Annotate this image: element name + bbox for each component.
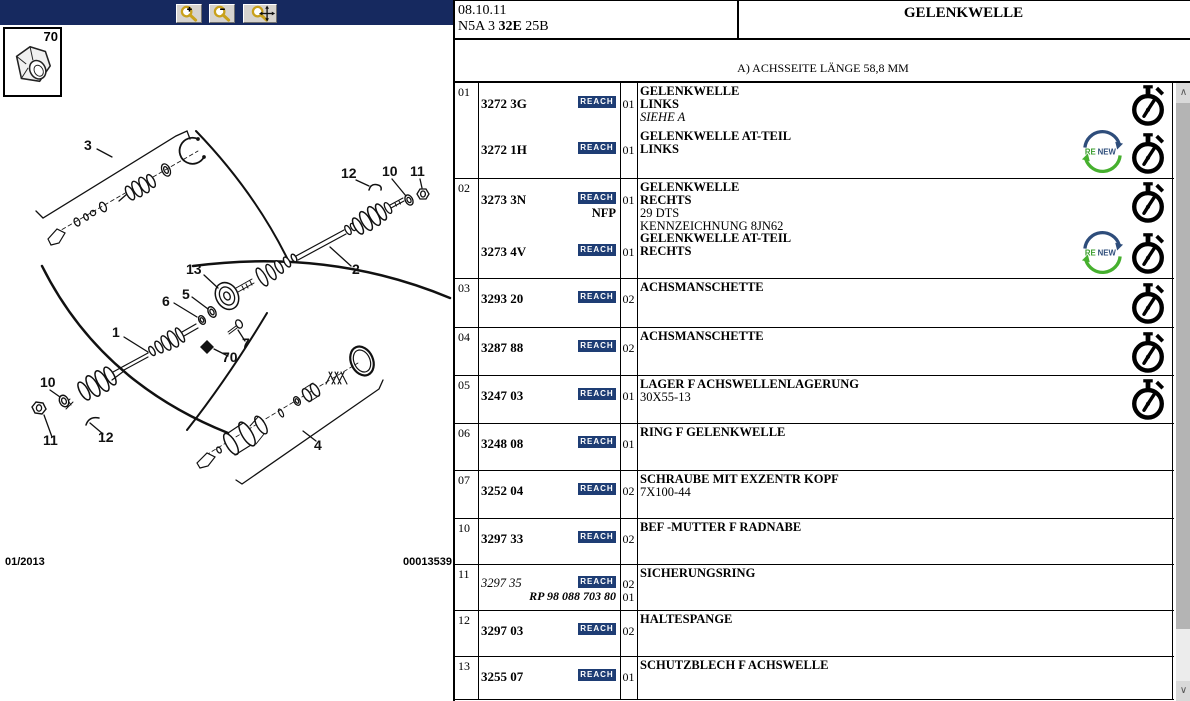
- item-number: 02: [458, 181, 470, 195]
- inner-joint-kit-3: [48, 138, 205, 245]
- zoom-out-icon: [210, 5, 234, 22]
- part-number: 3247 03: [481, 388, 524, 403]
- column-divider: [637, 83, 638, 700]
- callout-2: 2: [352, 261, 360, 277]
- item-number: 07: [458, 473, 470, 487]
- quantity: 02: [622, 341, 635, 355]
- page-title: GELENKWELLE: [903, 5, 1024, 21]
- part-number: 3273 4V: [481, 244, 527, 259]
- table-right-border: [1172, 83, 1173, 700]
- callout-13: 13: [186, 261, 202, 277]
- pan-button[interactable]: [243, 4, 277, 23]
- labor-time-icon[interactable]: [1129, 233, 1167, 275]
- quantity: 02: [622, 292, 635, 306]
- part-number: 3273 3N: [481, 192, 527, 207]
- renew-icon: [1080, 129, 1125, 174]
- part-description: SCHRAUBE MIT EXZENTR KOPF 7X100-44: [640, 472, 839, 499]
- drive-shaft-right: [211, 179, 429, 314]
- quantity: 01: [622, 97, 635, 111]
- table-row: [455, 279, 1174, 328]
- callout-11: 11: [410, 163, 425, 179]
- reach-badge[interactable]: REACH: [578, 531, 616, 543]
- part-description: ACHSMANSCHETTE: [640, 329, 764, 343]
- item-number: 11: [458, 567, 470, 581]
- callout-1: 1: [112, 324, 120, 340]
- quantity: 01: [622, 389, 635, 403]
- item-number: 10: [458, 521, 470, 535]
- nfp-flag: NFP: [591, 206, 616, 220]
- table-row: [455, 424, 1174, 471]
- item-number: 04: [458, 330, 470, 344]
- labor-time-icon[interactable]: [1129, 332, 1167, 374]
- reach-badge[interactable]: REACH: [578, 623, 616, 635]
- plate-date: 01/2013: [5, 556, 45, 568]
- drive-shaft-left: [32, 275, 245, 437]
- reach-badge[interactable]: REACH: [578, 436, 616, 448]
- exploded-parts-diagram[interactable]: [0, 96, 455, 566]
- scrollbar-thumb[interactable]: [1176, 103, 1190, 629]
- part-description: GELENKWELLE RECHTS 29 DTS KENNZEICHNUNG 8JN62: [640, 180, 784, 233]
- zoom-toolbar: [0, 0, 453, 25]
- part-description: RING F GELENKWELLE: [640, 425, 786, 439]
- scroll-down-button[interactable]: ∨: [1176, 681, 1190, 701]
- table-row: [455, 565, 1174, 611]
- callout-10: 10: [382, 163, 398, 179]
- catalog-code-cell: [455, 1, 739, 40]
- scroll-up-button[interactable]: ∧: [1176, 83, 1190, 103]
- part-description: LAGER F ACHSWELLENLAGERUNG 30X55-13: [640, 377, 860, 404]
- table-row: [455, 328, 1174, 376]
- item-number: 01: [458, 85, 470, 99]
- item-number: 13: [458, 659, 470, 673]
- zoom-out-button[interactable]: [209, 4, 235, 23]
- quantity: 01: [622, 193, 635, 207]
- part-number: 3293 20: [481, 291, 524, 306]
- column-divider: [478, 83, 479, 700]
- part-description: SICHERUNGSRING: [640, 566, 756, 580]
- table-row: [455, 519, 1174, 565]
- part-number: 3297 35: [481, 576, 522, 590]
- labor-time-icon[interactable]: [1129, 133, 1167, 175]
- callout-3: 3: [84, 137, 92, 153]
- labor-time-icon[interactable]: [1129, 283, 1167, 325]
- part-number: 3297 33: [481, 531, 524, 546]
- catalog-code: N5A 3 32E 25B: [458, 19, 549, 34]
- callout-10b: 10: [40, 374, 56, 390]
- nut-icon: [7, 39, 55, 89]
- part-number: 3255 07: [481, 669, 524, 684]
- callout-5: 5: [182, 286, 190, 302]
- item-number: 12: [458, 613, 470, 627]
- quantity: 01: [622, 437, 635, 451]
- quantity: 01: [622, 590, 635, 604]
- quantity: 01: [622, 670, 635, 684]
- reach-badge[interactable]: REACH: [578, 96, 616, 108]
- part-description: BEF -MUTTER F RADNABE: [640, 520, 802, 534]
- quantity: 02: [622, 577, 635, 591]
- table-row: [455, 179, 1174, 279]
- diagram-linework: [32, 131, 450, 484]
- quantity: 02: [622, 624, 635, 638]
- replacement-part-number: RP 98 088 703 80: [529, 589, 616, 603]
- item-number: 03: [458, 281, 470, 295]
- reach-badge[interactable]: REACH: [578, 142, 616, 154]
- vertical-scrollbar[interactable]: [1176, 83, 1190, 701]
- callout-12: 12: [341, 165, 357, 181]
- part-description: ACHSMANSCHETTE: [640, 280, 764, 294]
- thumbnail-number: 70: [43, 29, 58, 44]
- reach-badge[interactable]: REACH: [578, 192, 616, 204]
- reach-badge[interactable]: REACH: [578, 669, 616, 681]
- parts-list-panel: [453, 0, 1190, 701]
- zoom-in-button[interactable]: [176, 4, 202, 23]
- part-description: HALTESPANGE: [640, 612, 733, 626]
- column-divider: [620, 83, 621, 700]
- part-description: GELENKWELLE LINKS SIEHE A: [640, 84, 740, 124]
- part-description: GELENKWELLE AT-TEIL LINKS: [640, 129, 792, 156]
- section-note: A) ACHSSEITE LÄNGE 58,8 MM: [455, 40, 1190, 83]
- part-number: 3252 04: [481, 483, 524, 498]
- item-number: 05: [458, 378, 470, 392]
- part-description: GELENKWELLE AT-TEIL RECHTS: [640, 231, 792, 258]
- callout-6: 6: [162, 293, 170, 309]
- table-row: [455, 376, 1174, 424]
- labor-time-icon[interactable]: [1129, 85, 1167, 127]
- zoom-in-icon: [177, 5, 201, 22]
- table-row: [455, 471, 1174, 519]
- part-thumbnail-70[interactable]: [3, 27, 62, 97]
- table-row: [455, 657, 1174, 700]
- quantity: 02: [622, 532, 635, 546]
- table-row: [455, 83, 1174, 179]
- quantity: 01: [622, 143, 635, 157]
- callout-4: 4: [314, 437, 322, 453]
- part-number: 3287 88: [481, 340, 524, 355]
- reach-badge[interactable]: REACH: [578, 388, 616, 400]
- callout-70: 70: [222, 349, 238, 365]
- catalog-date: 08.10.11: [458, 3, 507, 18]
- reach-badge[interactable]: REACH: [578, 340, 616, 352]
- callout-11b: 11: [43, 432, 58, 448]
- quantity: 02: [622, 484, 635, 498]
- callout-12b: 12: [98, 429, 114, 445]
- renew-icon: [1080, 230, 1125, 275]
- part-number: 3272 1H: [481, 142, 527, 157]
- reach-badge[interactable]: REACH: [578, 576, 616, 588]
- reach-badge[interactable]: REACH: [578, 483, 616, 495]
- table-row: [455, 611, 1174, 657]
- part-description: SCHUTZBLECH F ACHSWELLE: [640, 658, 829, 672]
- pan-icon: [244, 5, 276, 22]
- labor-time-icon[interactable]: [1129, 379, 1167, 421]
- quantity: 01: [622, 245, 635, 259]
- parts-table: [455, 83, 1174, 700]
- part-number: 3272 3G: [481, 96, 527, 111]
- labor-time-icon[interactable]: [1129, 182, 1167, 224]
- reach-badge[interactable]: REACH: [578, 244, 616, 256]
- part-number: 3248 08: [481, 436, 524, 451]
- part-number: 3297 03: [481, 623, 524, 638]
- reach-badge[interactable]: REACH: [578, 291, 616, 303]
- plate-image-number: 00013539: [403, 556, 452, 568]
- item-number: 06: [458, 426, 470, 440]
- callout-7: 7: [242, 335, 250, 351]
